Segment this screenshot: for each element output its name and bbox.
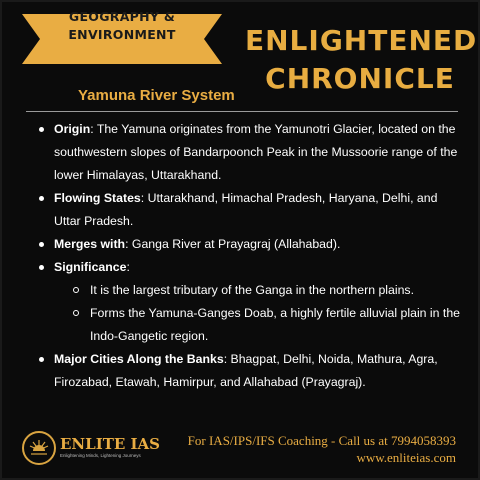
point-label: Origin bbox=[54, 122, 91, 136]
title-line-1: ENLIGHTENED bbox=[245, 24, 478, 57]
point-text: : bbox=[126, 260, 130, 274]
point-merges-with bbox=[36, 233, 466, 256]
point-text: : Uttarakhand, Himachal Pradesh, Haryana, Delhi, and Uttar Pradesh. bbox=[54, 191, 438, 228]
page-title bbox=[245, 22, 478, 98]
point-origin bbox=[36, 118, 466, 187]
sub-point: Forms the Yamuna-Ganges Doab, a highly fertile alluvial plain in the Indo-Gangetic region. bbox=[54, 302, 466, 348]
point-text: : Bhagpat, Delhi, Noida, Mathura, Agra, Firozabad, Etawah, Hamirpur, and Allahabad (Prayagraj). bbox=[54, 352, 438, 389]
sub-point: It is the largest tributary of the Ganga in the northern plains. bbox=[54, 279, 466, 302]
contact-info bbox=[188, 432, 456, 466]
point-flowing-states bbox=[36, 187, 466, 233]
content-list bbox=[36, 118, 466, 394]
category-line-2: ENVIRONMENT bbox=[68, 27, 176, 42]
point-text: : Ganga River at Prayagraj (Allahabad). bbox=[125, 237, 341, 251]
brand-name: ENLITE IAS bbox=[60, 435, 161, 453]
topic-subtitle: Yamuna River System bbox=[78, 87, 235, 104]
category-label bbox=[22, 8, 222, 44]
point-significance bbox=[36, 256, 466, 348]
title-line-2: CHRONICLE bbox=[265, 62, 455, 95]
point-label: Major Cities Along the Banks bbox=[54, 352, 224, 366]
point-label: Significance bbox=[54, 260, 127, 274]
point-text: : The Yamuna originates from the Yamunotri Glacier, located on the southwestern slopes of Bandarpoonch Peak in the Mussoorie range of the lower Himalayas, Uttarakhand. bbox=[54, 122, 458, 182]
brand-tagline: Enlightening Minds, Lightening Journeys bbox=[60, 453, 141, 458]
significance-sublist bbox=[54, 279, 466, 348]
contact-line: For IAS/IPS/IFS Coaching - Call us at 7994058393 bbox=[187, 433, 456, 448]
divider bbox=[26, 111, 458, 112]
category-line-1: GEOGRAPHY & bbox=[68, 9, 176, 24]
sunrise-emblem-icon bbox=[22, 431, 56, 465]
point-label: Merges with bbox=[54, 237, 126, 251]
point-major-cities bbox=[36, 348, 466, 394]
website-link[interactable]: www.enliteias.com bbox=[356, 450, 456, 465]
point-label: Flowing States bbox=[54, 191, 141, 205]
